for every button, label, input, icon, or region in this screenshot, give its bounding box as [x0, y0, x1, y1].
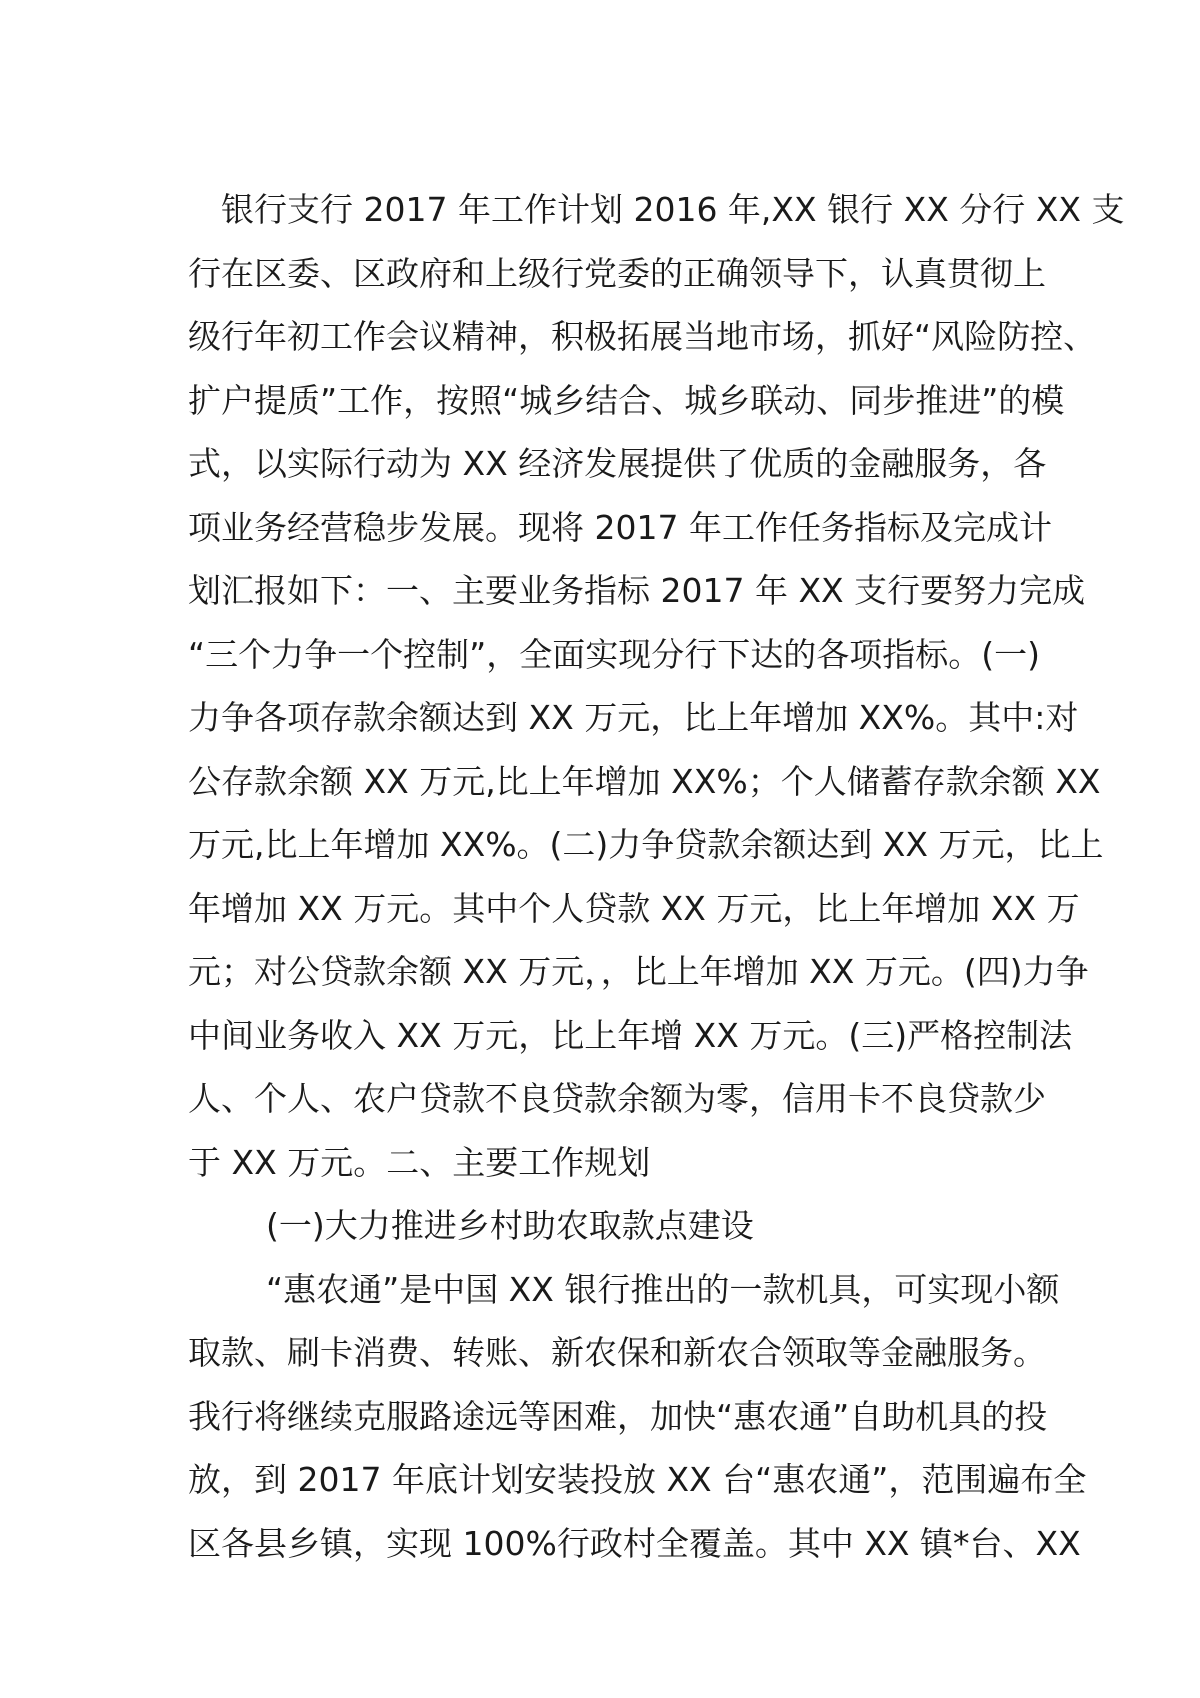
text-line: 人、个人、农户贷款不良贷款余额为零，信用卡不良贷款少: [188, 1079, 1046, 1118]
text-line: 取款、刷卡消费、转账、新农保和新农合领取等金融服务。: [188, 1333, 1046, 1372]
text-line: 中间业务收入 XX 万元，比上年增 XX 万元。(三)严格控制法: [188, 1015, 1073, 1055]
text-line: 扩户提质”工作，按照“城乡结合、城乡联动、同步推进”的模: [188, 380, 1065, 420]
text-line: 行在区委、区政府和上级行党委的正确领导下，认真贯彻上: [188, 253, 1046, 293]
text-line: 区各县乡镇，实现 100%行政村全覆盖。其中 XX 镇*台、XX: [188, 1523, 1081, 1563]
text-line: “三个力争一个控制”，全面实现分行下达的各项指标。(一): [188, 634, 1040, 674]
text-line: 级行年初工作会议精神，积极拓展当地市场，抓好“风险防控、: [188, 317, 1097, 356]
text-line: 力争各项存款余额达到 XX 万元，比上年增加 XX%。其中:对: [188, 698, 1079, 737]
text-line: “惠农通”是中国 XX 银行推出的一款机具，可实现小额: [266, 1269, 1060, 1309]
text-line: 项业务经营稳步发展。现将 2017 年工作任务指标及完成计: [188, 507, 1052, 547]
text-line: 年增加 XX 万元。其中个人贷款 XX 万元，比上年增加 XX 万: [188, 888, 1080, 928]
text-line: 银行支行 2017 年工作计划 2016 年,XX 银行 XX 分行 XX 支: [221, 190, 1125, 229]
section-heading: (一)大力推进乡村助农取款点建设: [266, 1206, 754, 1245]
text-line: 放，到 2017 年底计划安装投放 XX 台“惠农通”，范围遍布全: [188, 1460, 1087, 1499]
text-line: 元；对公贷款余额 XX 万元，，比上年增加 XX 万元。(四)力争: [188, 952, 1089, 991]
text-line: 我行将继续克服路途远等困难，加快“惠农通”自助机具的投: [188, 1396, 1048, 1436]
document-body: [188, 178, 1125, 1575]
text-line: 公存款余额 XX 万元,比上年增加 XX%；个人储蓄存款余额 XX: [188, 761, 1101, 801]
text-line: 于 XX 万元。二、主要工作规划: [188, 1142, 651, 1182]
text-line: 式，以实际行动为 XX 经济发展提供了优质的金融服务，各: [188, 444, 1047, 483]
text-line: 万元,比上年增加 XX%。(二)力争贷款余额达到 XX 万元，比上: [188, 825, 1104, 864]
text-line: 划汇报如下：一、主要业务指标 2017 年 XX 支行要努力完成: [188, 571, 1086, 610]
